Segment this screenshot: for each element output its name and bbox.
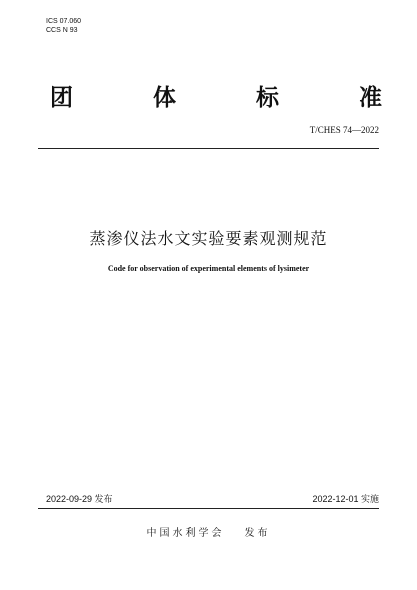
classification-codes — [46, 17, 81, 35]
publisher-line — [0, 527, 417, 540]
chinese-title: 蒸渗仪法水文实验要素观测规范 — [89, 229, 328, 248]
top-divider — [38, 148, 379, 149]
publisher-name: 中国水利学会 — [146, 528, 225, 539]
ccs-code: CCS N 93 — [46, 27, 78, 34]
standard-type-char: 准 — [359, 85, 382, 111]
english-title: Code for observation of experimental elements of lysimeter — [107, 264, 310, 273]
standard-type-char: 标 — [256, 85, 279, 111]
standard-type-char: 团 — [50, 85, 73, 111]
issue-date: 2022-09-29 发布 — [46, 494, 113, 504]
standard-number: T/CHES 74—2022 — [309, 125, 379, 135]
standard-type-heading — [50, 84, 382, 112]
implementation-date: 2022-12-01 实施 — [312, 494, 379, 504]
bottom-divider — [38, 508, 379, 509]
publish-action: 发布 — [244, 528, 271, 539]
ics-code: ICS 07.060 — [46, 18, 82, 25]
standard-type-char: 体 — [153, 85, 176, 111]
